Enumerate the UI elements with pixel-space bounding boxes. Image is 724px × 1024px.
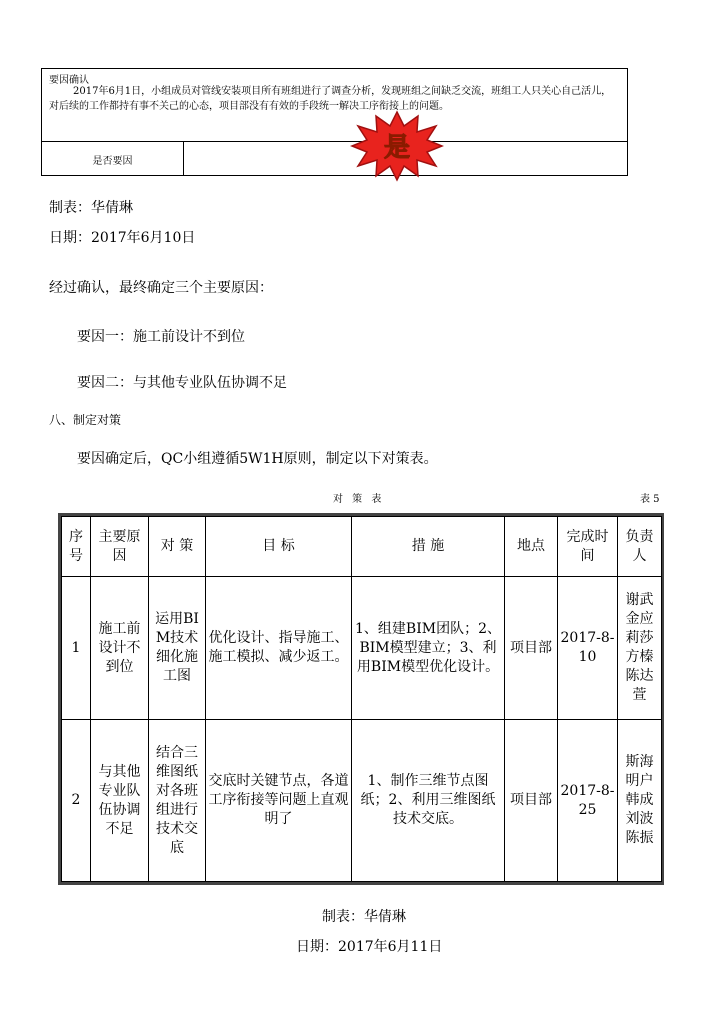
row-date: 2017-8-25 [558,720,618,882]
key-cause-2: 要因二：与其他专业队伍协调不足 [77,375,287,391]
table-row [62,720,662,882]
header-actions: 措 施 [352,517,505,577]
row-measure: 结合三维图纸对各班组进行技术交底 [149,720,206,882]
row-goal: 优化设计、指导施工、施工模拟、减少返工。 [206,577,352,720]
row-measure: 运用BIM技术细化施工图 [149,577,206,720]
starburst-icon [350,110,444,182]
row-no: 2 [62,720,91,882]
row-place: 项目部 [505,720,558,882]
header-no: 序号 [62,517,91,577]
table-header-row [62,517,662,577]
section-intro: 要因确定后，QC小组遵循5W1H原则，制定以下对策表。 [77,451,438,467]
key-cause-1: 要因一：施工前设计不到位 [77,329,245,345]
row-cause: 与其他专业队伍协调不足 [91,720,149,882]
header-cause: 主要原因 [91,517,149,577]
is-key-cause-label: 是否要因 [92,155,133,167]
header-goal: 目 标 [206,517,352,577]
confirmation-title: 要因确认 [49,75,89,86]
header-measure: 对 策 [149,517,206,577]
row-no: 1 [62,577,91,720]
table-date-2: 日期：2017年6月11日 [296,939,443,955]
conclusion-intro: 经过确认，最终确定三个主要原因： [49,280,273,296]
header-date: 完成时间 [558,517,618,577]
row-actions: 1、制作三维节点图纸；2、利用三维图纸技术交底。 [352,720,505,882]
header-place: 地点 [505,517,558,577]
table-row [62,577,662,720]
row-date: 2017-8-10 [558,577,618,720]
confirmation-box [41,68,628,176]
table-number: 表 5 [640,494,660,505]
header-owner: 负责人 [618,517,662,577]
countermeasure-table [58,513,664,885]
confirmation-divider-vertical [183,141,184,175]
table-maker-2: 制表：华倩琳 [322,909,406,925]
yes-stamp [350,110,444,182]
row-actions: 1、组建BIM团队；2、BIM模型建立；3、利用BIM模型优化设计。 [352,577,505,720]
section-heading: 八、制定对策 [49,413,122,427]
stamp-text: 是 [383,133,411,163]
confirmation-body: 2017年6月1日，小组成员对管线安装项目所有班组进行了调查分析，发现班组之间缺乏交流，班组工人只关心自己活儿，对后续的工作都持有事不关己的心态，项目部没有有效的手段统一解决工序衔接上的问题。 [49,86,612,112]
row-place: 项目部 [505,577,558,720]
row-owner: 谢武金应莉莎方榛陈达萱 [618,577,662,720]
table-maker-1: 制表：华倩琳 [49,200,133,216]
table-date-1: 日期：2017年6月10日 [49,230,196,246]
row-owner: 斯海明户韩成刘波陈振 [618,720,662,882]
row-cause: 施工前设计不到位 [91,577,149,720]
table-caption: 对 策 表 [333,494,385,505]
row-goal: 交底时关键节点，各道工序衔接等问题上直观明了 [206,720,352,882]
